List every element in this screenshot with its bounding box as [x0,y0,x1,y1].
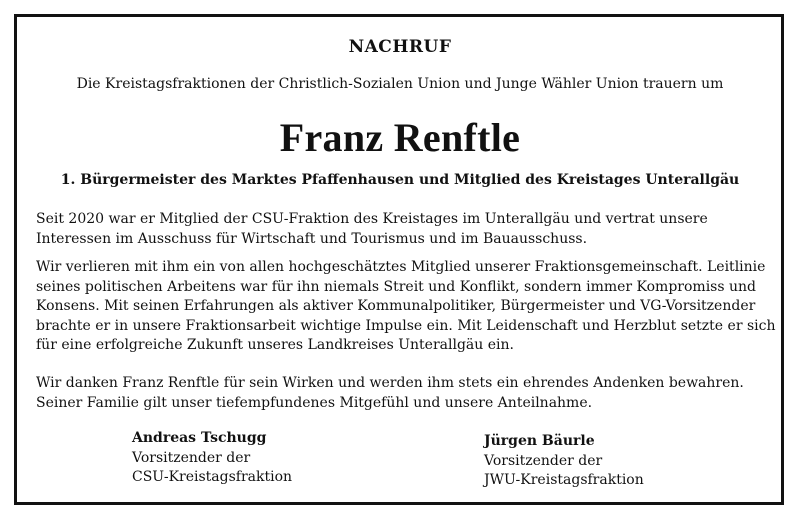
signatory-jwu [484,432,644,491]
paragraph-career: Seit 2020 war er Mitglied der CSU-Fraktion des Kreistages im Unterallgäu und vertrat unsere Interessen im Ausschuss für Wirtschaft und Tourismus und im Bauausschuss. [36,211,708,247]
deceased-title: 1. Bürgermeister des Marktes Pfaffenhausen und Mitglied des Kreistages Unterallgäu [60,172,740,188]
signatory-name: Jürgen Bäurle [484,433,595,449]
notice-label: NACHRUF [348,37,452,57]
signatory-csu [132,429,292,488]
intro-text: Die Kreistagsfraktionen der Christlich-Sozialen Union und Junge Wähler Union trauern um [76,76,724,92]
signatory-role: Vorsitzender der [484,452,603,469]
signatory-name: Andreas Tschugg [132,430,267,446]
paragraph-thanks: Wir danken Franz Renftle für sein Wirken und werden ihm stets ein ehrendes Andenken bewahren. Seiner Familie gilt unser tiefempfundenes Mitgefühl und unsere Anteilnahme. [36,375,744,411]
signatory-role: Vorsitzender der [132,449,251,466]
deceased-name: Franz Renftle [279,115,521,160]
paragraph-tribute: Wir verlieren mit ihm ein von allen hochgeschätztes Mitglied unserer Fraktionsgemeinschaft. Leitlinie seines politischen Arbeitens war für ihn niemals Streit und Konflikt, sondern immer Kompromiss und Konsens. Mit seinen Erfahrungen als aktiver Kommunalpolitiker, Bürgermeister und VG-Vorsitzender brachte er in unsere Fraktionsarbeit wichtige Impulse ein. Mit Leidenschaft und Herzblut setzte er sich für eine erfolgreiche Zukunft unseres Landkreises Unterallgäu ein. [36,259,776,354]
signatory-org: CSU-Kreistagsfraktion [132,469,293,486]
signatory-org: JWU-Kreistagsfraktion [484,472,644,489]
